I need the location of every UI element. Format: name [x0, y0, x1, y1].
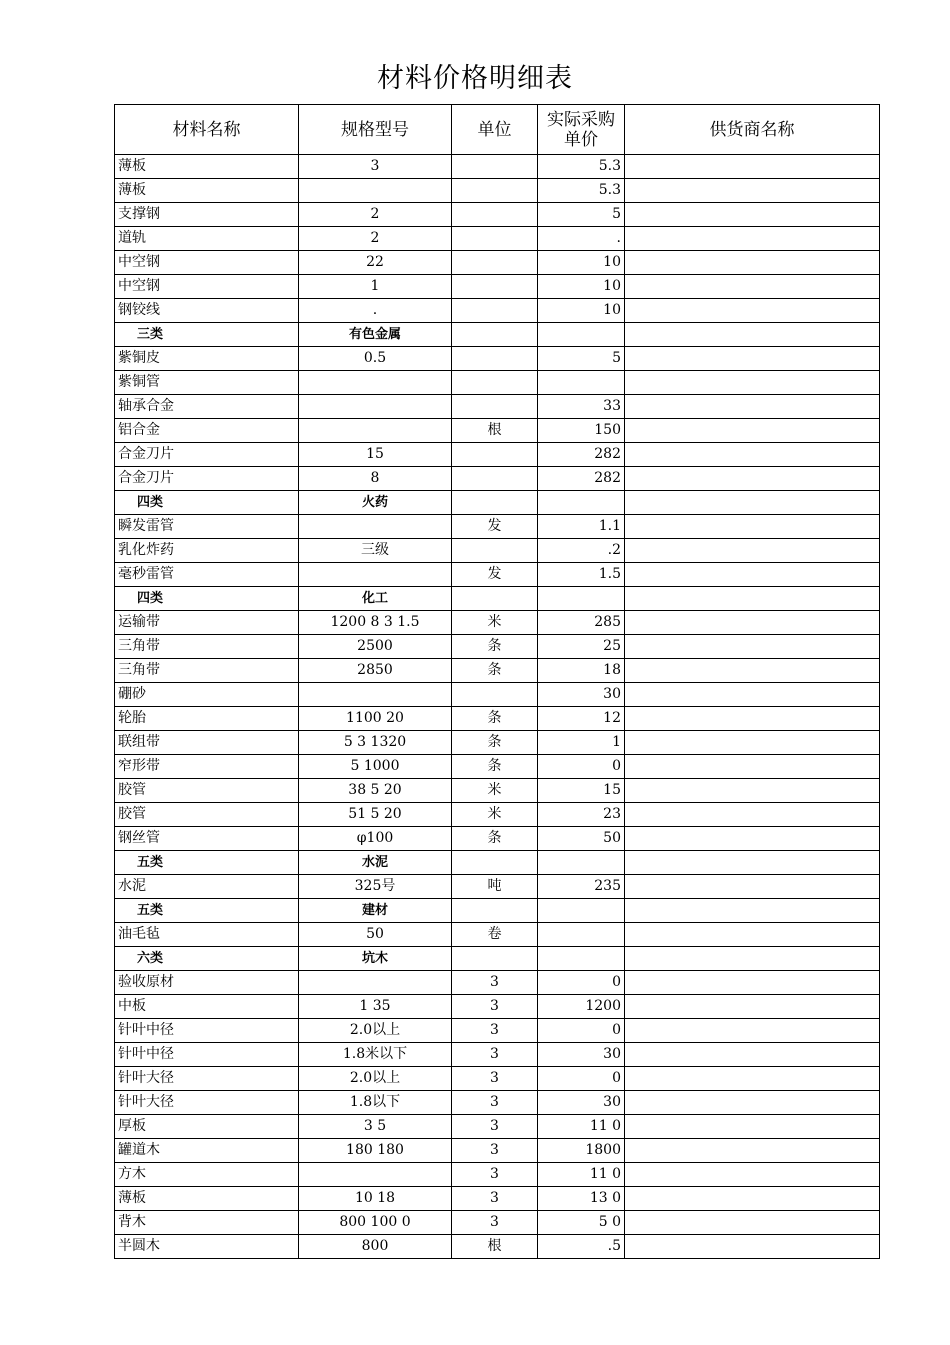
cell-material-name[interactable]: 四类 [115, 587, 299, 611]
table-row [115, 515, 880, 539]
cell-material-name[interactable]: 钢丝管 [115, 827, 299, 851]
table-row [115, 611, 880, 635]
cell-supplier-name[interactable] [625, 1091, 880, 1115]
cell-material-name[interactable]: 紫铜皮 [115, 347, 299, 371]
cell-unit-price[interactable]: 235 [538, 875, 625, 899]
cell-unit-price[interactable]: 10 [538, 251, 625, 275]
cell-material-name[interactable]: 六类 [115, 947, 299, 971]
cell-unit-price[interactable]: 1 [538, 731, 625, 755]
cell-unit[interactable] [452, 899, 538, 923]
cell-unit-price[interactable]: 12 [538, 707, 625, 731]
cell-supplier-name[interactable] [625, 419, 880, 443]
header-unit[interactable]: 单位 [452, 105, 538, 155]
cell-unit-price[interactable]: 0 [538, 971, 625, 995]
cell-material-name[interactable]: 针叶大径 [115, 1067, 299, 1091]
cell-supplier-name[interactable] [625, 515, 880, 539]
cell-supplier-name[interactable] [625, 1187, 880, 1211]
header-unit-price[interactable] [538, 105, 625, 155]
cell-unit[interactable]: 条 [452, 635, 538, 659]
cell-supplier-name[interactable] [625, 659, 880, 683]
cell-supplier-name[interactable] [625, 683, 880, 707]
cell-unit[interactable] [452, 251, 538, 275]
cell-supplier-name[interactable] [625, 1211, 880, 1235]
cell-spec-model[interactable]: 2850 [299, 659, 452, 683]
table-row [115, 227, 880, 251]
cell-unit-price[interactable] [538, 371, 625, 395]
cell-unit-price[interactable]: 0 [538, 755, 625, 779]
cell-unit-price[interactable]: 50 [538, 827, 625, 851]
cell-unit-price[interactable]: 30 [538, 1043, 625, 1067]
cell-spec-model[interactable]: 800 100 0 [299, 1211, 452, 1235]
table-row [115, 467, 880, 491]
cell-unit-price[interactable]: 18 [538, 659, 625, 683]
cell-material-name[interactable]: 针叶中径 [115, 1019, 299, 1043]
cell-material-name[interactable]: 三角带 [115, 659, 299, 683]
cell-material-name[interactable]: 中板 [115, 995, 299, 1019]
cell-unit-price[interactable]: 0 [538, 1067, 625, 1091]
header-material-name[interactable]: 材料名称 [115, 105, 299, 155]
table-row [115, 155, 880, 179]
table-row [115, 827, 880, 851]
cell-unit[interactable]: 3 [452, 1043, 538, 1067]
cell-unit-price[interactable] [538, 947, 625, 971]
material-price-table [114, 104, 880, 1259]
cell-supplier-name[interactable] [625, 299, 880, 323]
table-row [115, 299, 880, 323]
cell-unit[interactable]: 米 [452, 779, 538, 803]
cell-supplier-name[interactable] [625, 1115, 880, 1139]
table-row [115, 1235, 880, 1259]
cell-unit-price[interactable] [538, 323, 625, 347]
cell-material-name[interactable]: 合金刀片 [115, 467, 299, 491]
header-row [115, 105, 880, 155]
table-row [115, 443, 880, 467]
table-body [115, 155, 880, 1259]
cell-unit[interactable]: 条 [452, 827, 538, 851]
cell-spec-model[interactable] [299, 371, 452, 395]
cell-unit[interactable] [452, 323, 538, 347]
cell-supplier-name[interactable] [625, 227, 880, 251]
table-row [115, 707, 880, 731]
cell-material-name[interactable]: 运输带 [115, 611, 299, 635]
cell-unit-price[interactable]: 11 0 [538, 1115, 625, 1139]
cell-material-name[interactable]: 背木 [115, 1211, 299, 1235]
cell-spec-model[interactable]: 800 [299, 1235, 452, 1259]
cell-supplier-name[interactable] [625, 491, 880, 515]
cell-material-name[interactable]: 道轨 [115, 227, 299, 251]
table-row [115, 371, 880, 395]
cell-unit-price[interactable]: 285 [538, 611, 625, 635]
cell-unit-price[interactable]: 15 [538, 779, 625, 803]
table-row [115, 1211, 880, 1235]
cell-spec-model[interactable] [299, 683, 452, 707]
table-row [115, 179, 880, 203]
cell-unit[interactable] [452, 371, 538, 395]
table-row [115, 1139, 880, 1163]
cell-material-name[interactable]: 硼砂 [115, 683, 299, 707]
cell-unit[interactable]: 条 [452, 659, 538, 683]
cell-unit-price[interactable]: 5.3 [538, 179, 625, 203]
table-row [115, 1019, 880, 1043]
cell-unit[interactable] [452, 851, 538, 875]
table-row [115, 731, 880, 755]
cell-material-name[interactable]: 方木 [115, 1163, 299, 1187]
cell-unit-price[interactable]: 13 0 [538, 1187, 625, 1211]
cell-material-name[interactable]: 三类 [115, 323, 299, 347]
cell-unit[interactable] [452, 179, 538, 203]
cell-supplier-name[interactable] [625, 539, 880, 563]
cell-unit[interactable] [452, 587, 538, 611]
cell-material-name[interactable]: 钢铰线 [115, 299, 299, 323]
table-row [115, 971, 880, 995]
cell-spec-model[interactable]: 化工 [299, 587, 452, 611]
cell-material-name[interactable]: 乳化炸药 [115, 539, 299, 563]
cell-spec-model[interactable]: 3 [299, 155, 452, 179]
table-row [115, 203, 880, 227]
cell-unit[interactable] [452, 155, 538, 179]
cell-unit-price[interactable]: 30 [538, 683, 625, 707]
table-row [115, 1115, 880, 1139]
cell-unit[interactable]: 3 [452, 1091, 538, 1115]
cell-unit[interactable]: 条 [452, 731, 538, 755]
cell-unit[interactable] [452, 947, 538, 971]
cell-supplier-name[interactable] [625, 1163, 880, 1187]
cell-unit[interactable]: 发 [452, 563, 538, 587]
cell-spec-model[interactable]: 2.0以上 [299, 1019, 452, 1043]
cell-spec-model[interactable]: 22 [299, 251, 452, 275]
cell-unit-price[interactable] [538, 491, 625, 515]
cell-unit-price[interactable]: 282 [538, 467, 625, 491]
table-row [115, 419, 880, 443]
cell-spec-model[interactable]: 建材 [299, 899, 452, 923]
cell-material-name[interactable]: 窄形带 [115, 755, 299, 779]
cell-unit[interactable]: 3 [452, 995, 538, 1019]
cell-unit-price[interactable] [538, 923, 625, 947]
cell-material-name[interactable]: 验收原材 [115, 971, 299, 995]
cell-spec-model[interactable]: 有色金属 [299, 323, 452, 347]
category-row [115, 323, 880, 347]
cell-supplier-name[interactable] [625, 875, 880, 899]
cell-spec-model[interactable]: . [299, 299, 452, 323]
table-row [115, 1187, 880, 1211]
cell-supplier-name[interactable] [625, 275, 880, 299]
cell-supplier-name[interactable] [625, 467, 880, 491]
cell-unit[interactable] [452, 227, 538, 251]
cell-spec-model[interactable]: 325号 [299, 875, 452, 899]
cell-material-name[interactable]: 半圆木 [115, 1235, 299, 1259]
cell-unit-price[interactable] [538, 587, 625, 611]
cell-spec-model[interactable]: 1 [299, 275, 452, 299]
cell-unit[interactable]: 根 [452, 419, 538, 443]
page-title: 材料价格明细表 [377, 63, 573, 94]
cell-unit-price[interactable] [538, 851, 625, 875]
cell-supplier-name[interactable] [625, 635, 880, 659]
cell-unit[interactable]: 条 [452, 707, 538, 731]
cell-material-name[interactable]: 胶管 [115, 779, 299, 803]
cell-supplier-name[interactable] [625, 611, 880, 635]
cell-unit[interactable] [452, 539, 538, 563]
cell-material-name[interactable]: 薄板 [115, 155, 299, 179]
cell-material-name[interactable]: 针叶中径 [115, 1043, 299, 1067]
category-row [115, 587, 880, 611]
cell-spec-model[interactable]: 2 [299, 203, 452, 227]
cell-unit[interactable]: 卷 [452, 923, 538, 947]
cell-unit-price[interactable]: 282 [538, 443, 625, 467]
cell-unit[interactable]: 3 [452, 1163, 538, 1187]
cell-spec-model[interactable]: 180 180 [299, 1139, 452, 1163]
table-row [115, 347, 880, 371]
category-row [115, 851, 880, 875]
cell-spec-model[interactable]: φ100 [299, 827, 452, 851]
cell-material-name[interactable]: 瞬发雷管 [115, 515, 299, 539]
cell-unit[interactable]: 3 [452, 971, 538, 995]
cell-spec-model[interactable]: 2500 [299, 635, 452, 659]
cell-unit[interactable] [452, 347, 538, 371]
cell-unit-price[interactable]: 11 0 [538, 1163, 625, 1187]
cell-spec-model[interactable]: 火药 [299, 491, 452, 515]
category-row [115, 491, 880, 515]
category-row [115, 899, 880, 923]
table-row [115, 995, 880, 1019]
cell-spec-model[interactable]: 8 [299, 467, 452, 491]
cell-material-name[interactable]: 毫秒雷管 [115, 563, 299, 587]
cell-supplier-name[interactable] [625, 155, 880, 179]
cell-unit[interactable] [452, 275, 538, 299]
cell-supplier-name[interactable] [625, 251, 880, 275]
cell-spec-model[interactable]: 1.8以下 [299, 1091, 452, 1115]
cell-material-name[interactable]: 薄板 [115, 179, 299, 203]
table-row [115, 539, 880, 563]
cell-unit[interactable] [452, 467, 538, 491]
cell-supplier-name[interactable] [625, 827, 880, 851]
cell-supplier-name[interactable] [625, 1235, 880, 1259]
cell-unit-price[interactable]: .2 [538, 539, 625, 563]
cell-material-name[interactable]: 针叶大径 [115, 1091, 299, 1115]
cell-unit[interactable]: 米 [452, 803, 538, 827]
cell-supplier-name[interactable] [625, 1067, 880, 1091]
cell-material-name[interactable]: 胶管 [115, 803, 299, 827]
cell-spec-model[interactable]: 水泥 [299, 851, 452, 875]
cell-spec-model[interactable]: 0.5 [299, 347, 452, 371]
cell-supplier-name[interactable] [625, 203, 880, 227]
cell-material-name[interactable]: 四类 [115, 491, 299, 515]
cell-material-name[interactable]: 三角带 [115, 635, 299, 659]
header-spec-model[interactable]: 规格型号 [299, 105, 452, 155]
table-row [115, 395, 880, 419]
table-row [115, 923, 880, 947]
cell-supplier-name[interactable] [625, 755, 880, 779]
cell-material-name[interactable]: 罐道木 [115, 1139, 299, 1163]
cell-spec-model[interactable]: 15 [299, 443, 452, 467]
cell-spec-model[interactable]: 1100 20 [299, 707, 452, 731]
cell-spec-model[interactable]: 坑木 [299, 947, 452, 971]
cell-unit-price[interactable]: 5 [538, 203, 625, 227]
cell-spec-model[interactable] [299, 179, 452, 203]
cell-unit-price[interactable]: 1.1 [538, 515, 625, 539]
cell-material-name[interactable]: 中空钢 [115, 275, 299, 299]
table-row [115, 1043, 880, 1067]
cell-supplier-name[interactable] [625, 443, 880, 467]
cell-material-name[interactable]: 油毛毡 [115, 923, 299, 947]
cell-unit-price[interactable]: 1200 [538, 995, 625, 1019]
table-row [115, 803, 880, 827]
cell-supplier-name[interactable] [625, 803, 880, 827]
cell-supplier-name[interactable] [625, 1043, 880, 1067]
cell-spec-model[interactable]: 1200 8 3 1.5 [299, 611, 452, 635]
cell-supplier-name[interactable] [625, 707, 880, 731]
cell-unit[interactable]: 吨 [452, 875, 538, 899]
cell-unit-price[interactable]: 25 [538, 635, 625, 659]
cell-unit[interactable]: 3 [452, 1019, 538, 1043]
cell-material-name[interactable]: 中空钢 [115, 251, 299, 275]
cell-unit-price[interactable]: 5 0 [538, 1211, 625, 1235]
table-row [115, 251, 880, 275]
cell-spec-model[interactable]: 38 5 20 [299, 779, 452, 803]
cell-unit[interactable] [452, 299, 538, 323]
cell-spec-model[interactable]: 2 [299, 227, 452, 251]
cell-material-name[interactable]: 支撑钢 [115, 203, 299, 227]
cell-material-name[interactable]: 五类 [115, 899, 299, 923]
cell-spec-model[interactable]: 三级 [299, 539, 452, 563]
cell-spec-model[interactable]: 1.8米以下 [299, 1043, 452, 1067]
cell-spec-model[interactable]: 2.0以上 [299, 1067, 452, 1091]
cell-unit-price[interactable]: .5 [538, 1235, 625, 1259]
table-row [115, 659, 880, 683]
cell-unit-price[interactable]: 1800 [538, 1139, 625, 1163]
cell-spec-model[interactable]: 51 5 20 [299, 803, 452, 827]
cell-material-name[interactable]: 薄板 [115, 1187, 299, 1211]
cell-supplier-name[interactable] [625, 587, 880, 611]
cell-material-name[interactable]: 铝合金 [115, 419, 299, 443]
cell-unit-price[interactable]: 5.3 [538, 155, 625, 179]
cell-supplier-name[interactable] [625, 851, 880, 875]
cell-supplier-name[interactable] [625, 371, 880, 395]
category-row [115, 947, 880, 971]
header-supplier-name[interactable]: 供货商名称 [625, 105, 880, 155]
cell-material-name[interactable]: 轮胎 [115, 707, 299, 731]
cell-spec-model[interactable] [299, 1163, 452, 1187]
cell-unit[interactable] [452, 683, 538, 707]
cell-unit[interactable] [452, 491, 538, 515]
cell-supplier-name[interactable] [625, 947, 880, 971]
cell-supplier-name[interactable] [625, 971, 880, 995]
cell-unit-price[interactable]: 10 [538, 299, 625, 323]
cell-supplier-name[interactable] [625, 1139, 880, 1163]
cell-material-name[interactable]: 合金刀片 [115, 443, 299, 467]
cell-unit-price[interactable]: 30 [538, 1091, 625, 1115]
table-row [115, 275, 880, 299]
cell-unit[interactable] [452, 203, 538, 227]
cell-spec-model[interactable] [299, 419, 452, 443]
cell-unit-price[interactable]: 150 [538, 419, 625, 443]
cell-unit[interactable]: 3 [452, 1067, 538, 1091]
cell-unit[interactable]: 3 [452, 1139, 538, 1163]
table-row [115, 755, 880, 779]
cell-material-name[interactable]: 厚板 [115, 1115, 299, 1139]
header-unit-price-label: 实际采购单价 [547, 109, 615, 150]
table-row [115, 1163, 880, 1187]
table-row [115, 1067, 880, 1091]
cell-unit[interactable]: 发 [452, 515, 538, 539]
cell-supplier-name[interactable] [625, 923, 880, 947]
cell-unit-price[interactable] [538, 899, 625, 923]
cell-unit[interactable]: 根 [452, 1235, 538, 1259]
table-row [115, 1091, 880, 1115]
cell-unit[interactable] [452, 443, 538, 467]
cell-spec-model[interactable] [299, 563, 452, 587]
cell-spec-model[interactable]: 5 1000 [299, 755, 452, 779]
cell-unit[interactable]: 3 [452, 1115, 538, 1139]
cell-unit-price[interactable]: . [538, 227, 625, 251]
cell-spec-model[interactable]: 50 [299, 923, 452, 947]
cell-supplier-name[interactable] [625, 323, 880, 347]
cell-unit[interactable]: 条 [452, 755, 538, 779]
cell-material-name[interactable]: 联组带 [115, 731, 299, 755]
table-row [115, 683, 880, 707]
cell-unit[interactable]: 米 [452, 611, 538, 635]
cell-unit-price[interactable]: 1.5 [538, 563, 625, 587]
cell-unit-price[interactable]: 10 [538, 275, 625, 299]
cell-unit-price[interactable]: 5 [538, 347, 625, 371]
table-row [115, 779, 880, 803]
cell-spec-model[interactable]: 10 18 [299, 1187, 452, 1211]
cell-material-name[interactable]: 五类 [115, 851, 299, 875]
cell-unit-price[interactable]: 23 [538, 803, 625, 827]
cell-supplier-name[interactable] [625, 899, 880, 923]
cell-spec-model[interactable] [299, 395, 452, 419]
cell-supplier-name[interactable] [625, 347, 880, 371]
cell-unit[interactable] [452, 395, 538, 419]
cell-unit[interactable]: 3 [452, 1211, 538, 1235]
cell-supplier-name[interactable] [625, 395, 880, 419]
cell-spec-model[interactable]: 1 35 [299, 995, 452, 1019]
cell-spec-model[interactable] [299, 515, 452, 539]
table-row [115, 875, 880, 899]
cell-unit[interactable]: 3 [452, 1187, 538, 1211]
cell-supplier-name[interactable] [625, 779, 880, 803]
cell-material-name[interactable]: 轴承合金 [115, 395, 299, 419]
cell-supplier-name[interactable] [625, 179, 880, 203]
cell-spec-model[interactable] [299, 971, 452, 995]
cell-supplier-name[interactable] [625, 563, 880, 587]
table-row [115, 563, 880, 587]
cell-material-name[interactable]: 紫铜管 [115, 371, 299, 395]
cell-spec-model[interactable]: 5 3 1320 [299, 731, 452, 755]
cell-material-name[interactable]: 水泥 [115, 875, 299, 899]
cell-supplier-name[interactable] [625, 995, 880, 1019]
table-row [115, 635, 880, 659]
cell-spec-model[interactable]: 3 5 [299, 1115, 452, 1139]
cell-supplier-name[interactable] [625, 731, 880, 755]
cell-unit-price[interactable]: 0 [538, 1019, 625, 1043]
cell-supplier-name[interactable] [625, 1019, 880, 1043]
cell-unit-price[interactable]: 33 [538, 395, 625, 419]
